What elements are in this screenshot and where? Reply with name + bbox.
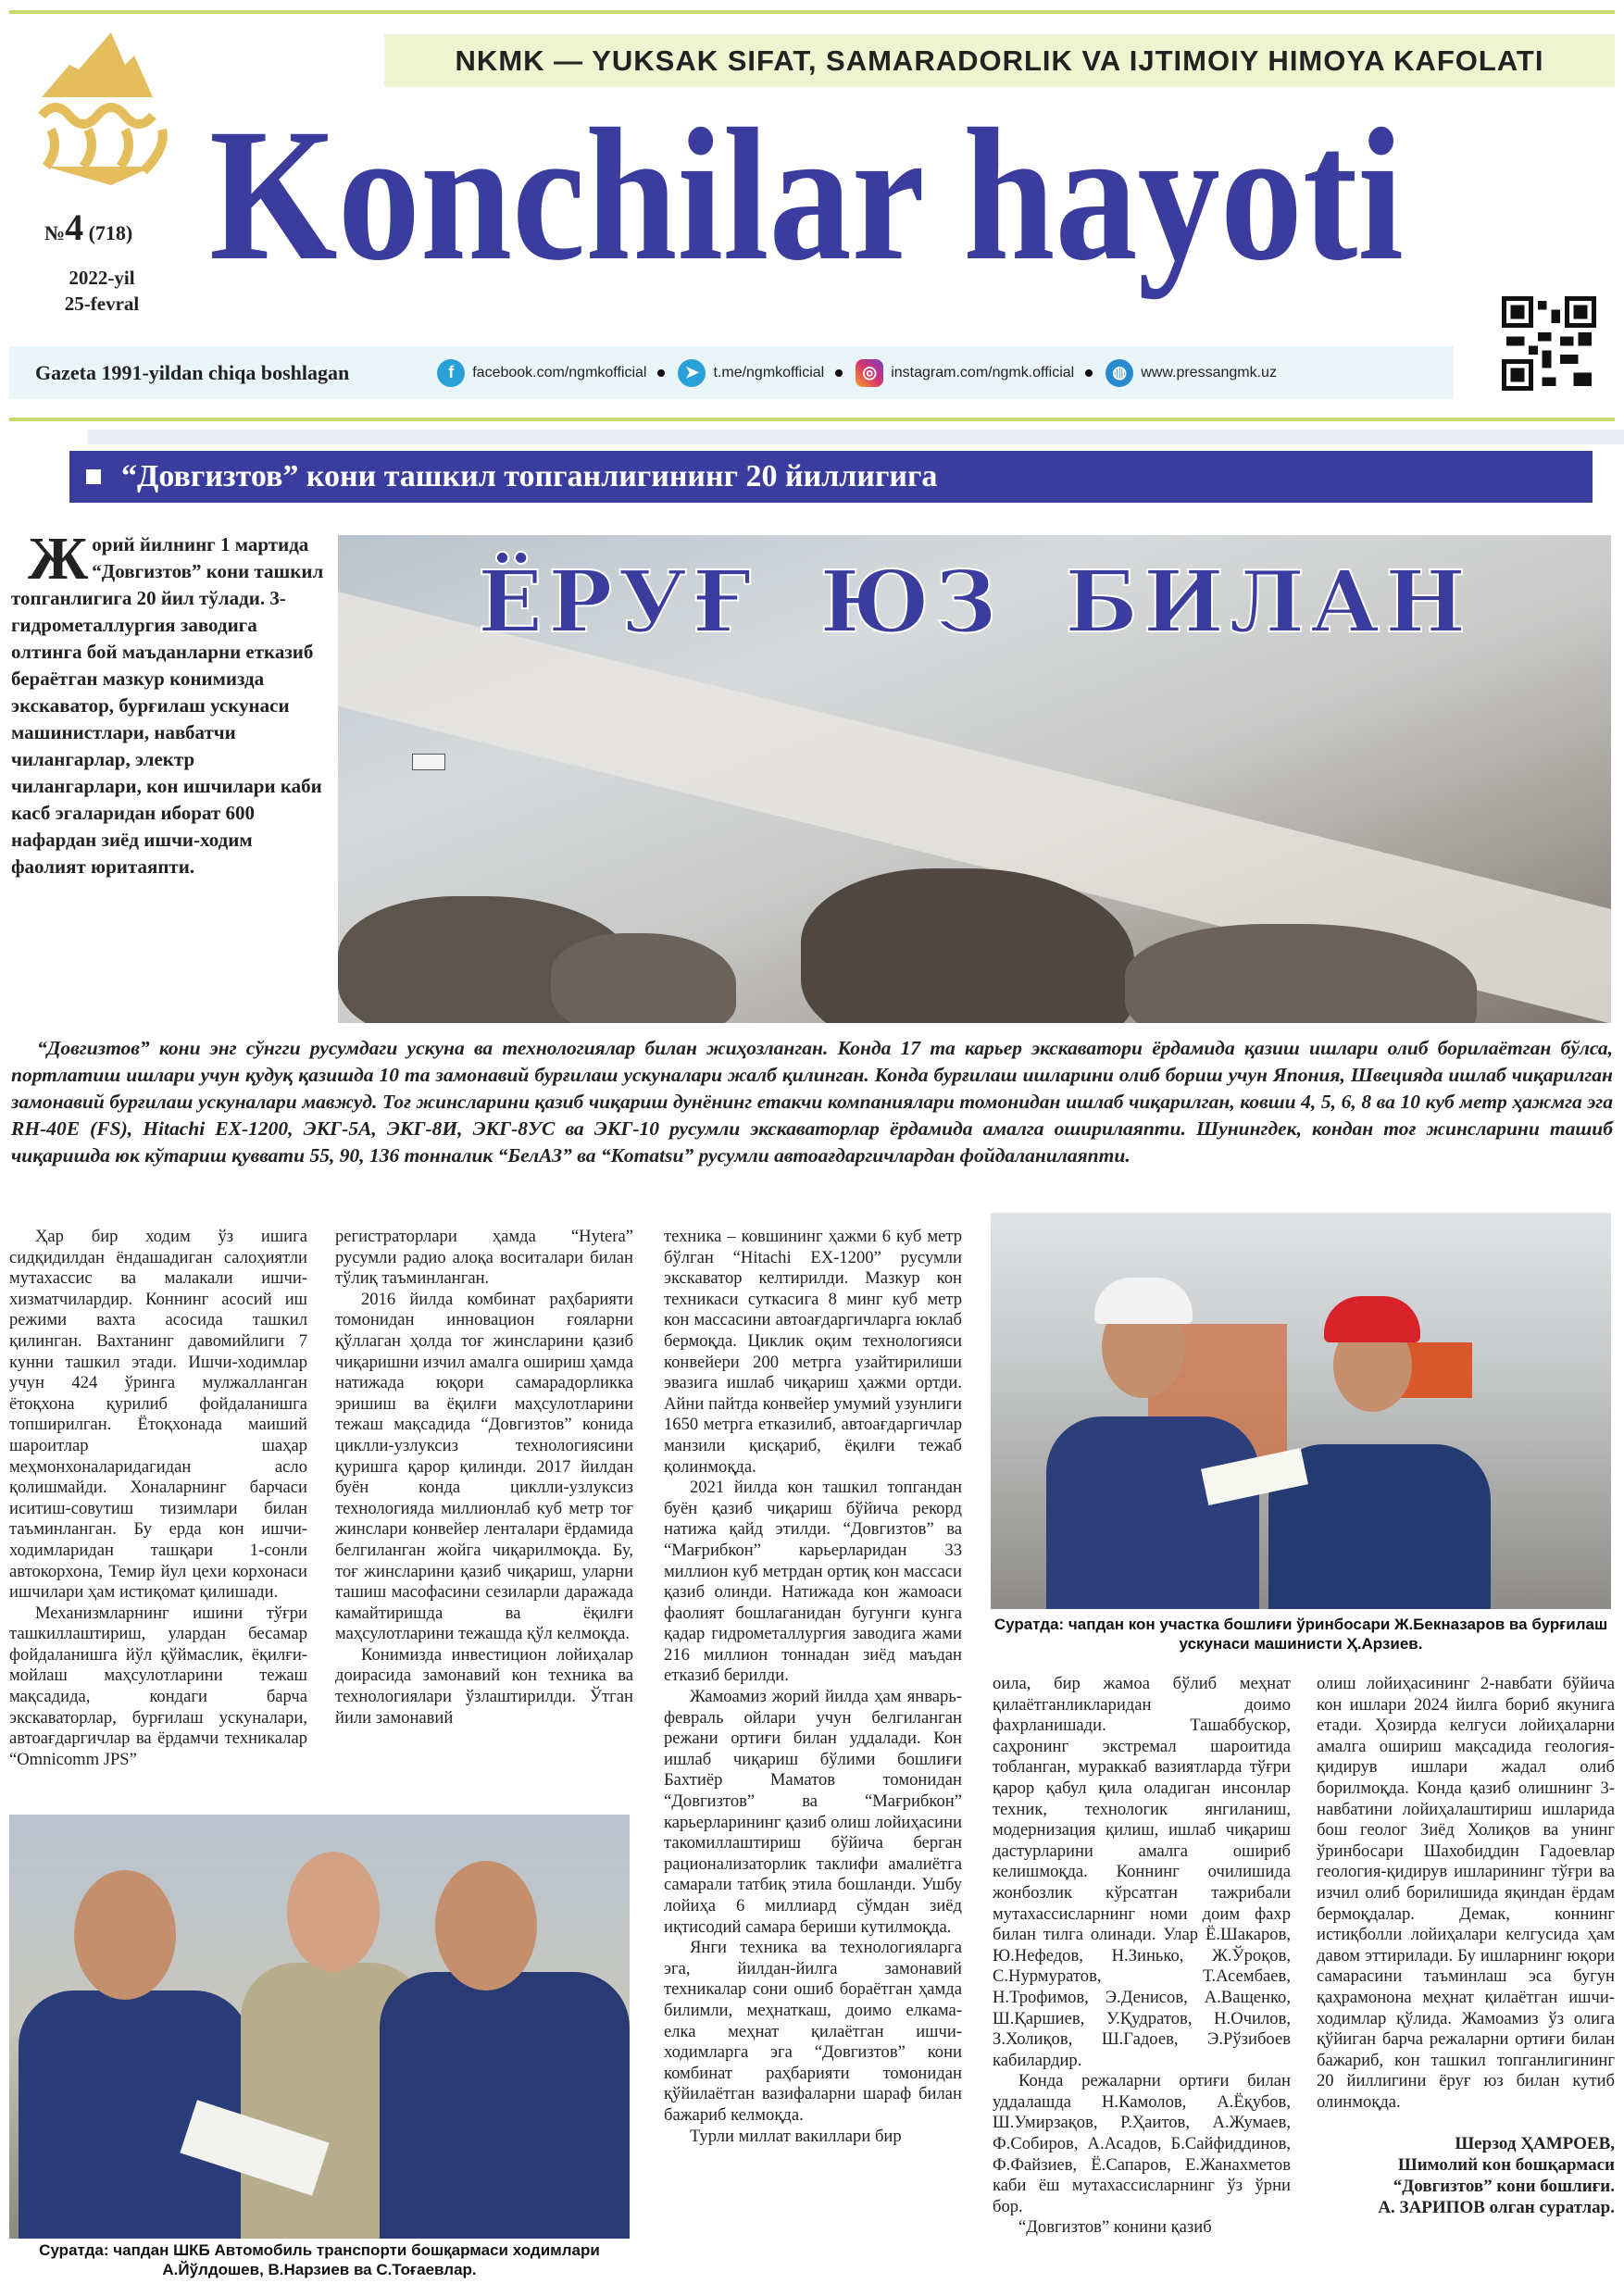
- issue-date: 25-fevral: [64, 293, 140, 315]
- header-rule: [9, 418, 1615, 421]
- photo-transport-staff: [9, 1815, 630, 2239]
- section-title: “Довгизтов” кони ташкил топганлигининг 20 йиллигига: [121, 459, 938, 493]
- paragraph: Механизмларнинг ишини тўғри ташкиллаштириш, улардан бесамар фойдаланишга йўл қўймаслик, ёқилғи-мойлаш маҳсулотларини тежаш мақсадида, кондаги барча экскаваторлар, бурғилаш ускуналари, автоағдаргичлар ва ёрдамчи техникалар “Omnicomm JPS”: [9, 1603, 307, 1769]
- hero-photo-quarry: [338, 535, 1611, 1023]
- top-rule: [9, 10, 1615, 14]
- social-website[interactable]: [1106, 359, 1277, 387]
- separator-dot: [1085, 369, 1093, 377]
- facebook-link[interactable]: facebook.com/ngmkofficial: [472, 364, 647, 381]
- lede-text: орий йилнинг 1 мартида “Довгизтов” кони ташкил топганлигига 20 йил тўлади. 3-гидрометаллургия заводига олтинга бой маъданларни етказиб бераётган мазкур конимизда экскаватор, бурғилаш ускунаси машинистлари, навбатчи чилангарлар, электр чилангарлари, кон ишчилари каби касб эгаларидан иборат 600 нафардан зиёд ишчи-ходим фаолият юритаяпти.: [11, 533, 324, 878]
- article-column-3: [664, 1227, 962, 2147]
- slogan-banner: NKMK — YUKSAK SIFAT, SAMARADORLIK VA IJTIMOIY HIMOYA KAFOLATI: [384, 34, 1615, 87]
- paragraph: 2016 йилда комбинат раҳбарияти томонидан инновацион ғояларни қўллаган ҳолда тоғ жинсларини қазиб чиқаришни изчил амалга ошириш ҳамда натижада юқори самарадорликка эришиш ва ёқилғи маҳсулотларини тежаш мақсадида “Довгизтов” конида циклли-узлуксиз технологиясини қуришга қарор қилинди. 2017 йилдан буён конда циклли-узлуксиз технологияда миллионлаб куб метр тоғ жинслари конвейер ленталари ёрдамида белгиланган жойга чиқарилмоқда. Бу, тоғ жинсларини қазиб чиқариш, уларни ташиш масофасини сезиларли даражада камайтиришда ва ёқилғи маҳсулотларини тежашда қўл келмоқда.: [335, 1289, 633, 1644]
- paragraph: Турли миллат вакиллари бир: [690, 2126, 902, 2146]
- social-bar: [9, 346, 1454, 399]
- article-column-5: [1317, 1674, 1615, 2218]
- paragraph: “Довгизтов” конини қазиб: [1018, 2217, 1212, 2238]
- social-instagram[interactable]: [856, 359, 1074, 387]
- paragraph: Ҳар бир ходим ўз ишига сидқидилдан ёндашадиган салоҳиятли мутахассис ва малакали ишчи-хизматчилардир. Коннинг асосий иш режими вахта асосида ташкил қилинган. Вахтанинг давомийлиги 7 кунни ташкил этади. Ишчи-ходимлар учун 424 ўринга мулжалланган ётоқхона қурилиб фойдаланишга топширилган. Ётоқхонада маиший шароитлар шаҳар меҳмонхоналаридагидан асло қолишмайди. Хоналарнинг барчаси иситиш-совутиш тизимлари билан таъминланган. Бу ерда кон ишчи-ходимларидан ташқари 1-сонли автокорхона, Темир йул цехи корхонаси ишчилари ҳам истиқомат қилишади.: [9, 1227, 307, 1603]
- newspaper-title: Konchilar hayoti: [209, 90, 1404, 300]
- article-intro: “Довгизтов” кони энг сўнгги русумдаги ускуна ва технологиялар билан жиҳозланган. Конда 17 та карьер экскаватори ёрдамида қазиш ишлари олиб борилаётган бўлса, портлатиш ишлари учун қудуқ қазишда 10 та замонавий бурғилаш ускуналари жалб қилинган. Конда бурғилаш ишларини олиб бориш учун Япония, Швецияда ишлаб чиқарилган замонавий бурғилаш ускуналари мавжуд. Тоғ жинсларини қазиб чиқариш дунёнинг етакчи компаниялари томонидан ишлаб чиқарилган, ковши 4, 5, 6, 8 ва 10 куб метр ҳажмга эга RH-40E (FS), Hitachi EX-1200, ЭКГ-5А, ЭКГ-8И, ЭКГ-8УС ва ЭКГ-10 русумли экскаваторлар ёрдамида амалга оширилаяпти. Шунингдек, кондан тоғ жинсларини ташиб чиқаришда юк кўтариш қуввати 55, 90, 136 тонналик “БелАЗ” ва “Komatsu” русумли автоағдаргичлардан фойдаланилаяпти.: [11, 1037, 1613, 1167]
- social-facebook[interactable]: [437, 359, 646, 387]
- paragraph: Конда режаларни ортиғи билан уддалашда Н.Камолов, А.Ёқубов, Ш.Умирзақов, Р.Ҳаитов, А.Жумаев, Ф.Собиров, А.Асадов, Б.Сайфиддинов, Ф.Файзиев, Ё.Сапаров, Е.Жанахметов каби ёш мутахассисларнинг ўз ўрни бор.: [993, 2071, 1291, 2216]
- issue-total: (718): [88, 221, 133, 244]
- paragraph: олиш лойиҳасининг 2-навбати бўйича кон ишлари 2024 йилга бориб якунига етади. Ҳозирда келгуси лойиҳаларни амалга ошириш мақсадида геология-қидирув ишлари жадал олиб борилмоқда. Конда қазиб олишнинг 3-навбатини лойиҳалаштириш ишларида бош геолог Зиёд Холиқов ва унинг ўринбосари Шахобиддин Гадоевлар геология-қидирув ишларининг тўғри ва изчил олиб борилишида яқиндан ёрдам бермоқдалар. Демак, коннинг истиқболли лойиҳалари келгусида ҳам давом эттирилади. Бу ишларнинг юқори самарасини таъминлаш эса бугун қаҳрамонона меҳнат қилаётган ишчи-ходимлар қўлида. Жамоамиз ўз олига қўйиган барча режаларни ортиғи билан бажариб, кон ташкил топганлигининг 20 йиллигини ёруғ юз билан кутиб олинмоқда.: [1317, 1674, 1615, 2112]
- square-bullet-icon: [86, 469, 101, 484]
- article-column-1: [9, 1227, 307, 1770]
- paragraph: регистраторлари ҳамда “Hytera” русумли радио алоқа воситалари билан тўлиқ таъминланган.: [335, 1227, 633, 1289]
- globe-icon: ◍: [1106, 359, 1133, 387]
- issue-number-value: 4: [65, 206, 84, 248]
- photo-caption: Суратда: чапдан ШКБ Автомобиль транспорти бошқармаси ходимлари А.Йўлдошев, В.Нарзиев ва С.Тоғаевлар.: [39, 2241, 600, 2278]
- article-column-4: [993, 1674, 1291, 2239]
- since-text: Gazeta 1991-yildan chiqa boshlagan: [35, 360, 350, 384]
- truck-icon: [412, 754, 445, 770]
- paragraph: Жамоамиз жорий йилда ҳам январь-февраль ойлари учун белгиланган режани ортиғи билан уддалади. Кон ишлаб чиқариш бўлими бошлиғи Бахтиёр Маматов томонидан “Довгизтов” ва “Мағрибкон” карьерларининг қазиб олиш лойиҳасини такомиллаштириш бўйича берган рационализаторлик таклифи амалиётга самарали татбиқ этила бошланди. Ушбу лойиҳа 6 миллиард сўмдан зиёд иқтисодий самара бериши кутилмоқда.: [664, 1687, 962, 1937]
- company-logo: [14, 28, 190, 185]
- telegram-icon: ➤: [678, 359, 706, 387]
- paragraph: техника – ковшининг ҳажми 6 куб метр бўлган “Hitachi EX-1200” русумли экскаватор келтирилди. Мазкур кон техникаси суткасига 8 минг куб метр кон массасини автоағдаргичларга юклаб бермоқда. Циклик оқим технологияси конвейери 200 метрга узайтирилиши эвазига ишлаб чиқариш ҳажми ортди. Айни пайтда конвейер умумий узунлиги 1650 метрга етказилиб, автоағдаргичлар манзили қисқариб, ёқилғи тежаб қолинмоқда.: [664, 1227, 962, 1477]
- section-band-shadow: [88, 430, 1624, 444]
- article-headline: ЁРУҒ ЮЗ БИЛАН: [477, 552, 1472, 652]
- telegram-link[interactable]: t.me/ngmkofficial: [713, 364, 825, 381]
- photo-caption: Суратда: чапдан кон участка бошлиғи ўринбосари Ж.Бекназаров ва бурғилаш ускунаси машинисти Ҳ.Арзиев.: [993, 1616, 1608, 1653]
- social-telegram[interactable]: [678, 359, 824, 387]
- instagram-icon: ◎: [856, 359, 883, 387]
- author-name: Шерзод ҲАМРОЕВ,: [1455, 2134, 1615, 2154]
- qr-code[interactable]: [1502, 296, 1596, 391]
- separator-dot: [657, 369, 665, 377]
- drop-cap: Ж: [28, 525, 89, 593]
- section-banner: [69, 451, 1593, 503]
- author-position: Шимолий кон бошқармаси: [1397, 2155, 1615, 2176]
- issue-number: [44, 206, 132, 249]
- website-link[interactable]: www.pressangmk.uz: [1141, 364, 1277, 381]
- article-column-2: [335, 1227, 633, 1728]
- photo-credit: А. ЗАРИПОВ олган суратлар.: [1378, 2198, 1615, 2218]
- paragraph: оила, бир жамоа бўлиб меҳнат қилаётганликларидан доимо фахрланишади. Ташаббускор, саҳронинг экстремал шароитида тобланган, мураккаб вазиятларда тўғри қарор қабул қила оладиган инсонлар техник, технологик янгиланиш, модернизация қилиш, ишлаб чиқариш дастурларини амалга ошириб келишмоқда. Коннинг очилишида жонбозлик кўрсатган тажрибали мутахассисларнинг номи доим фахр билан тилга олинади. Улар Ё.Шакаров, Ю.Нефедов, Н.Зинько, Ж.Ўроқов, С.Нурмуратов, Т.Асембаев, Н.Трофимов, Э.Денисов, А.Ващенко, Ш.Қаршиев, У.Қудратов, Н.Очилов, З.Холиқов, Ш.Гадоев, Э.Рўзибоев кабилардир.: [993, 1674, 1291, 2070]
- article-lede: [11, 525, 326, 880]
- paragraph: Конимизда инвестицион лойиҳалар доирасида замонавий кон техника ва технологиялари ўзлаштирилди. Ўтган йили замонавий: [335, 1644, 633, 1728]
- photo-workers-drill: [991, 1213, 1611, 1609]
- instagram-link[interactable]: instagram.com/ngmk.official: [891, 364, 1075, 381]
- paragraph: Янги техника ва технологияларга эга, йилдан-йилга замонавий техникалар сони ошиб бораётган ҳамда билимли, меҳнаткаш, доимо елкама-елка меҳнат қилаётган ишчи-ходимларга эга “Довгизтов” кони комбинат раҳбарияти томонидан қўйилаётган вазифаларни шараф билан бажариб келмоқда.: [664, 1938, 962, 2125]
- author-signature: [1317, 2133, 1615, 2218]
- paragraph: 2021 йилда кон ташкил топгандан буён қазиб чиқариш бўйича рекорд натижа қайд этилди. “Довгизтов” ва “Мағрибкон” карьерларидан 33 миллион куб метрдан ортиқ кон массаси қазиб олинди. Натижада кон жамоаси фаолият бошлаганидан бугунги кунга қадар гидрометаллургия заводига жами 216 миллион тоннадан зиёд маъдан етказиб берилди.: [664, 1478, 962, 1686]
- issue-prefix: №: [44, 221, 66, 244]
- separator-dot: [835, 369, 843, 377]
- issue-year: 2022-yil: [69, 267, 135, 289]
- facebook-icon: f: [437, 359, 465, 387]
- author-position: “Довгизтов” кони бошлиғи.: [1393, 2177, 1615, 2197]
